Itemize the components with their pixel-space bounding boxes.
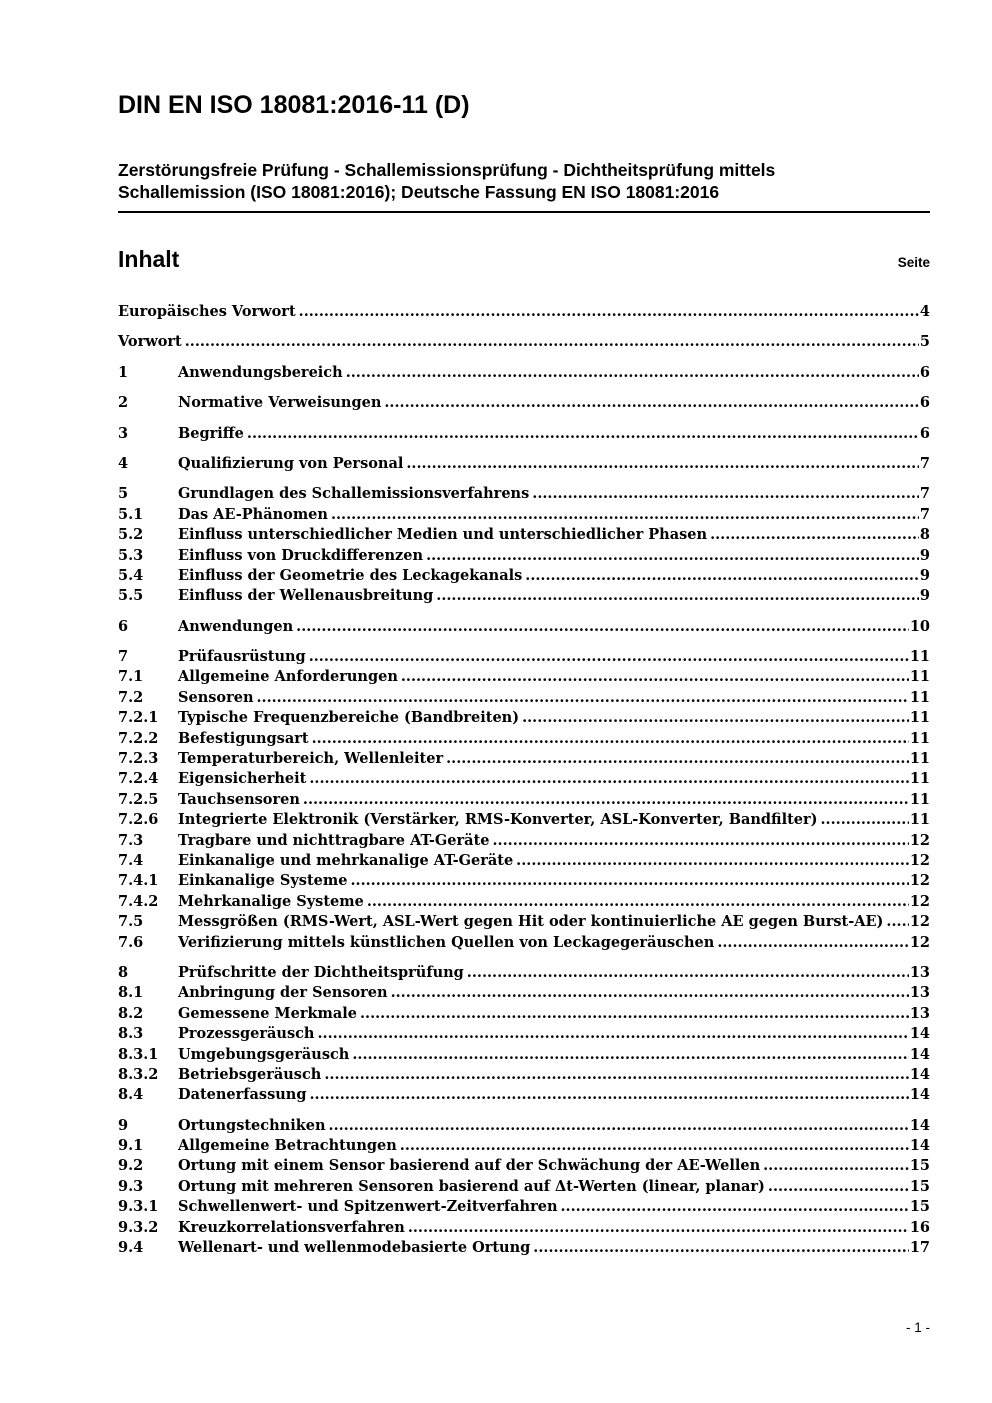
toc-entry-number: 9.3.2 [118, 1218, 159, 1236]
dot-leader [446, 749, 909, 769]
toc-entry-page: 4 [919, 303, 930, 320]
toc-entry-page: 17 [909, 1239, 930, 1257]
dot-leader [467, 963, 909, 983]
toc-entry-page: 11 [909, 709, 930, 727]
toc-heading: Inhalt [118, 246, 180, 272]
toc-entry-title: Einkanalige Systeme [178, 872, 348, 890]
dot-leader [247, 424, 919, 444]
toc-entry-page: 13 [909, 963, 930, 981]
toc-entry-page: 12 [909, 892, 930, 910]
toc-entry-number: 3 [118, 424, 129, 442]
dot-leader [324, 1065, 908, 1085]
toc-entry-number: 1 [118, 363, 129, 381]
table-of-contents [118, 302, 930, 1258]
toc-entry-page: 9 [919, 566, 930, 584]
toc-group [118, 647, 930, 953]
toc-entry [118, 1156, 930, 1176]
toc-entry-page: 14 [909, 1065, 930, 1083]
toc-entry-title: Verifizierung mittels künstlichen Quellen von Leckagegeräuschen [178, 933, 715, 951]
toc-entry [118, 393, 930, 413]
toc-entry-page: 7 [919, 505, 930, 523]
toc-entry-page: 9 [919, 546, 930, 564]
toc-entry-number: 7.6 [118, 933, 144, 951]
toc-entry-number: 5.4 [118, 566, 144, 584]
toc-entry-title: Tragbare und nichttragbare AT-Geräte [178, 831, 490, 849]
dot-leader [522, 708, 909, 728]
toc-entry-title: Begriffe [178, 424, 244, 442]
toc-entry [118, 1024, 930, 1044]
toc-entry-number: 7 [118, 648, 129, 666]
dot-leader [185, 332, 919, 352]
dot-leader [493, 831, 909, 851]
toc-entry-title: Datenerfassung [178, 1086, 307, 1104]
toc-entry-page: 11 [909, 750, 930, 768]
dot-leader [406, 454, 919, 474]
toc-entry-title: Prozessgeräusch [178, 1025, 315, 1043]
toc-entry-page: 9 [919, 587, 930, 605]
toc-entry-number: 8.4 [118, 1086, 144, 1104]
toc-entry [118, 1045, 930, 1065]
toc-entry-page: 14 [909, 1086, 930, 1104]
toc-entry [118, 1004, 930, 1024]
toc-entry-number: 8 [118, 963, 129, 981]
toc-entry [118, 912, 930, 932]
toc-entry-number: 7.3 [118, 831, 144, 849]
toc-entry-page: 13 [909, 1004, 930, 1022]
dot-leader [303, 790, 909, 810]
dot-leader [710, 525, 919, 545]
toc-group [118, 363, 930, 383]
toc-entry-page: 13 [909, 984, 930, 1002]
toc-entry-title: Typische Frequenzbereiche (Bandbreiten) [178, 709, 520, 727]
toc-entry-page: 11 [909, 648, 930, 666]
toc-entry-page: 7 [919, 454, 930, 472]
toc-entry-page: 6 [919, 363, 930, 381]
toc-group [118, 302, 930, 322]
dot-leader [426, 546, 919, 566]
dot-leader [346, 363, 919, 383]
toc-entry [118, 667, 930, 687]
dot-leader [384, 393, 919, 413]
toc-entry-page: 14 [909, 1137, 930, 1155]
toc-entry [118, 983, 930, 1003]
dot-leader [309, 1085, 908, 1105]
toc-entry-page: 12 [909, 831, 930, 849]
dot-leader [299, 302, 919, 322]
toc-entry [118, 332, 930, 352]
toc-entry-title: Anwendungen [178, 617, 294, 635]
dot-leader [768, 1177, 909, 1197]
toc-header-row [118, 246, 930, 273]
toc-entry [118, 708, 930, 728]
dot-leader [717, 933, 908, 953]
toc-entry [118, 617, 930, 637]
toc-entry-number: 6 [118, 617, 129, 635]
toc-entry [118, 647, 930, 667]
toc-entry-page: 12 [909, 913, 930, 931]
toc-entry-number: 5.5 [118, 587, 144, 605]
toc-entry-page: 11 [909, 811, 930, 829]
dot-leader [763, 1156, 909, 1176]
dot-leader [821, 810, 909, 830]
toc-entry [118, 363, 930, 383]
toc-entry-title: Normative Verweisungen [178, 394, 382, 412]
toc-entry [118, 749, 930, 769]
toc-entry-page: 15 [909, 1198, 930, 1216]
toc-entry-page: 14 [909, 1116, 930, 1134]
toc-entry-page: 14 [909, 1045, 930, 1063]
toc-entry-title: Qualifizierung von Personal [178, 454, 404, 472]
toc-entry-number: 7.2.2 [118, 729, 159, 747]
toc-entry-title: Prüfausrüstung [178, 648, 306, 666]
toc-entry-page: 11 [909, 770, 930, 788]
dot-leader [391, 983, 909, 1003]
toc-entry-number: 8.3 [118, 1025, 144, 1043]
toc-entry-number: 5 [118, 485, 129, 503]
toc-entry-title: Grundlagen des Schallemissionsverfahrens [178, 485, 530, 503]
toc-entry [118, 933, 930, 953]
toc-entry-number: 7.2.5 [118, 790, 159, 808]
toc-entry-page: 12 [909, 872, 930, 890]
toc-entry [118, 1116, 930, 1136]
toc-entry-title: Einfluss der Geometrie des Leckagekanals [178, 566, 523, 584]
toc-entry-number: 9 [118, 1116, 129, 1134]
toc-entry [118, 871, 930, 891]
dot-leader [401, 667, 909, 687]
toc-entry-title: Temperaturbereich, Wellenleiter [178, 750, 444, 768]
dot-leader [561, 1197, 909, 1217]
toc-entry-title: Anbringung der Sensoren [178, 984, 388, 1002]
toc-entry-title: Befestigungsart [178, 729, 309, 747]
dot-leader [367, 892, 909, 912]
toc-entry-title: Sensoren [178, 688, 254, 706]
toc-entry-title: Allgemeine Betrachtungen [178, 1137, 397, 1155]
toc-entry [118, 851, 930, 871]
toc-entry [118, 963, 930, 983]
page-content [118, 0, 930, 1258]
toc-entry [118, 790, 930, 810]
toc-entry [118, 484, 930, 504]
toc-entry-number: 8.3.1 [118, 1045, 159, 1063]
toc-entry [118, 302, 930, 322]
toc-group [118, 454, 930, 474]
toc-entry-title: Das AE-Phänomen [178, 505, 328, 523]
toc-entry-number: 7.2.4 [118, 770, 159, 788]
toc-entry-page: 11 [909, 668, 930, 686]
toc-entry-page: 12 [909, 933, 930, 951]
toc-entry-title: Allgemeine Anforderungen [178, 668, 398, 686]
toc-entry-number: 9.3.1 [118, 1198, 159, 1216]
toc-group [118, 393, 930, 413]
toc-entry-title: Kreuzkorrelationsverfahren [178, 1218, 405, 1236]
toc-entry [118, 454, 930, 474]
toc-entry-number: 9.4 [118, 1239, 144, 1257]
toc-entry-page: 15 [909, 1157, 930, 1175]
toc-group [118, 332, 930, 352]
toc-entry-page: 15 [909, 1177, 930, 1195]
toc-entry-page: 7 [919, 485, 930, 503]
toc-entry-page: 6 [919, 394, 930, 412]
dot-leader [533, 1238, 909, 1258]
toc-entry-number: 7.2.1 [118, 709, 159, 727]
toc-entry-number: 7.4.2 [118, 892, 159, 910]
toc-entry-number: 8.3.2 [118, 1065, 159, 1083]
toc-entry-title: Anwendungsbereich [178, 363, 343, 381]
toc-entry-number: 9.2 [118, 1157, 144, 1175]
dot-leader [296, 617, 909, 637]
toc-entry-title: Einkanalige und mehrkanalige AT-Geräte [178, 851, 514, 869]
toc-entry-number: 7.2 [118, 688, 144, 706]
dot-leader [886, 912, 908, 932]
toc-group [118, 1116, 930, 1259]
toc-entry [118, 1136, 930, 1156]
dot-leader [312, 729, 909, 749]
dot-leader [352, 1045, 908, 1065]
dot-leader [516, 851, 909, 871]
toc-entry-number: 5.1 [118, 505, 144, 523]
toc-entry-number: 7.4 [118, 851, 144, 869]
toc-entry [118, 831, 930, 851]
toc-entry-number: 4 [118, 454, 129, 472]
toc-entry-page: 16 [909, 1218, 930, 1236]
toc-entry-page: 6 [919, 424, 930, 442]
toc-entry [118, 586, 930, 606]
toc-entry-title: Umgebungsgeräusch [178, 1045, 350, 1063]
dot-leader [360, 1004, 909, 1024]
document-subtitle-line-1: Zerstörungsfreie Prüfung - Schallemissionsprüfung - Dichtheitsprüfung mittels [118, 160, 776, 180]
toc-entry [118, 1238, 930, 1258]
toc-entry [118, 810, 930, 830]
toc-entry-page: 11 [909, 790, 930, 808]
toc-entry [118, 892, 930, 912]
toc-entry [118, 729, 930, 749]
toc-entry-title: Eigensicherheit [178, 770, 307, 788]
toc-entry-title: Einfluss der Wellenausbreitung [178, 587, 434, 605]
toc-entry-number: 8.2 [118, 1004, 144, 1022]
toc-entry-number: 7.2.3 [118, 750, 159, 768]
toc-entry-title: Schwellenwert- und Spitzenwert-Zeitverfahren [178, 1198, 558, 1216]
toc-entry-title: Europäisches Vorwort [118, 303, 296, 320]
toc-entry-title: Integrierte Elektronik (Verstärker, RMS-Konverter, ASL-Konverter, Bandfilter) [178, 811, 818, 829]
toc-group [118, 424, 930, 444]
page-number-footer: - 1 - [905, 1320, 930, 1335]
toc-entry-number: 7.5 [118, 913, 144, 931]
toc-entry-title: Einfluss von Druckdifferenzen [178, 546, 424, 564]
dot-leader [350, 871, 908, 891]
toc-entry [118, 769, 930, 789]
dot-leader [309, 647, 909, 667]
toc-entry-title: Ortung mit einem Sensor basierend auf der Schwächung der AE-Wellen [178, 1157, 761, 1175]
dot-leader [525, 566, 919, 586]
toc-group [118, 963, 930, 1106]
toc-entry-number: 7.4.1 [118, 872, 159, 890]
toc-entry-number: 2 [118, 394, 129, 412]
dot-leader [331, 505, 919, 525]
toc-group [118, 484, 930, 606]
dot-leader [400, 1136, 909, 1156]
toc-entry-page: 11 [909, 688, 930, 706]
dot-leader [532, 484, 919, 504]
toc-entry-page: 11 [909, 729, 930, 747]
dot-leader [317, 1024, 908, 1044]
toc-entry-title: Gemessene Merkmale [178, 1004, 357, 1022]
toc-entry-title: Ortungstechniken [178, 1116, 326, 1134]
toc-entry-title: Messgrößen (RMS-Wert, ASL-Wert gegen Hit oder kontinuierliche AE gegen Burst-AE) [178, 913, 884, 931]
toc-entry-page: 8 [919, 526, 930, 544]
toc-entry-title: Vorwort [118, 333, 182, 351]
toc-group [118, 617, 930, 637]
toc-entry-number: 9.1 [118, 1137, 144, 1155]
toc-entry [118, 1085, 930, 1105]
toc-entry-page: 12 [909, 851, 930, 869]
toc-entry-number: 7.1 [118, 668, 144, 686]
document-subtitle [118, 159, 930, 213]
dot-leader [309, 769, 908, 789]
toc-entry-page: 14 [909, 1025, 930, 1043]
toc-entry-number: 8.1 [118, 984, 144, 1002]
document-title: DIN EN ISO 18081:2016-11 (D) [118, 91, 470, 119]
toc-entry-title: Mehrkanalige Systeme [178, 892, 364, 910]
toc-entry [118, 1065, 930, 1085]
toc-entry-title: Tauchsensoren [178, 790, 300, 808]
dot-leader [329, 1116, 909, 1136]
toc-entry-title: Prüfschritte der Dichtheitsprüfung [178, 963, 464, 981]
dot-leader [408, 1218, 909, 1238]
document-subtitle-line-2: Schallemission (ISO 18081:2016); Deutsche Fassung EN ISO 18081:2016 [118, 182, 720, 202]
toc-entry-page: 5 [919, 333, 930, 351]
toc-entry [118, 566, 930, 586]
toc-entry-number: 5.2 [118, 526, 144, 544]
toc-entry-number: 7.2.6 [118, 811, 159, 829]
dot-leader [436, 586, 919, 606]
toc-entry [118, 424, 930, 444]
toc-entry [118, 546, 930, 566]
toc-entry-page: 10 [909, 617, 930, 635]
toc-entry-number: 5.3 [118, 546, 144, 564]
toc-entry-title: Einfluss unterschiedlicher Medien und unterschiedlicher Phasen [178, 526, 708, 544]
toc-entry-title: Betriebsgeräusch [178, 1065, 322, 1083]
toc-entry-number: 9.3 [118, 1177, 144, 1195]
toc-entry [118, 1218, 930, 1238]
dot-leader [256, 688, 908, 708]
toc-entry [118, 1177, 930, 1197]
toc-entry-title: Ortung mit mehreren Sensoren basierend auf Δt-Werten (linear, planar) [178, 1177, 765, 1195]
toc-entry-title: Wellenart- und wellenmodebasierte Ortung [178, 1239, 531, 1257]
toc-page-column-label: Seite [897, 255, 930, 270]
toc-entry [118, 505, 930, 525]
toc-entry [118, 525, 930, 545]
toc-entry [118, 688, 930, 708]
toc-entry [118, 1197, 930, 1217]
